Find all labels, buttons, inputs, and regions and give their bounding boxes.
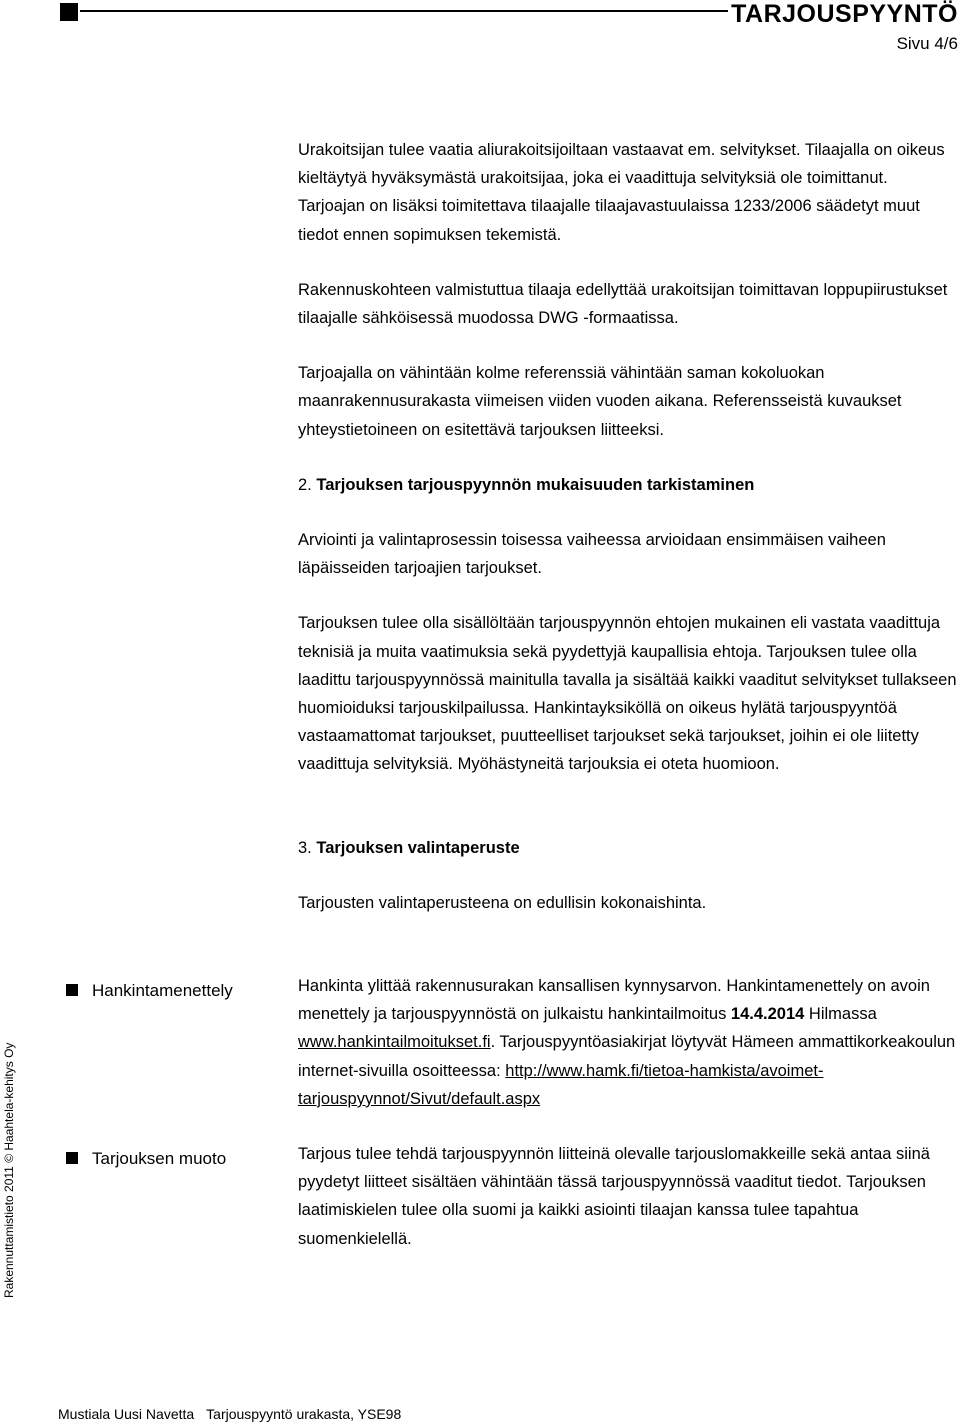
square-bullet-icon: [66, 984, 78, 996]
procedure-text-a: Hankinta ylittää rakennusurakan kansallisen kynnysarvon. Hankintamenettely on avoin menettely ja tarjouspyynnöstä on julkaistu hankintailmoitus: [298, 977, 930, 1024]
header-square-bullet: [60, 3, 78, 21]
section-title: Tarjouksen valintaperuste: [316, 838, 520, 857]
paragraph-evaluation: Arviointi ja valintaprosessin toisessa vaiheessa arvioidaan ensimmäisen vaiheen läpäisseiden tarjoajien tarjoukset.: [298, 531, 886, 578]
document-title: TARJOUSPYYNTÖ: [731, 0, 958, 28]
side-label-procurement: [66, 981, 233, 1001]
side-label-text: Tarjouksen muoto: [92, 1149, 227, 1168]
section-number: 2.: [298, 475, 312, 494]
section-heading-2: [298, 471, 958, 499]
square-bullet-icon: [66, 1152, 78, 1164]
hilma-link[interactable]: www.hankintailmoitukset.fi: [298, 1033, 491, 1052]
hamk-link[interactable]: http://www.hamk.fi/tietoa-hamkista/avoimet-tarjouspyynnot/Sivut/default.aspx: [298, 1061, 824, 1108]
section-number: 3.: [298, 838, 312, 857]
announcement-date: 14.4.2014: [730, 1005, 805, 1024]
paragraph-procurement-procedure: [298, 972, 958, 1113]
paragraph-offer-format: Tarjous tulee tehdä tarjouspyynnön liitteinä olevalle tarjouslomakkeille sekä antaa siinä pyydetyt liitteet sisältäen vähintään tässä tarjouspyynnössä vaaditut tiedot. Tarjouksen laatimiskielen tulee olla suomi ja kaikki asiointi tilaajan kanssa tulee tapahtua suomenkielellä.: [298, 1145, 930, 1248]
paragraph-references: Tarjoajalla on vähintään kolme referenssiä vähintään saman kokoluokan maanrakennusurakasta viimeisen viiden vuoden aikana. Referensseistä kuvaukset yhteystietoineen on esitettävä tarjouksen liitteeksi.: [298, 364, 902, 439]
footer: [58, 1406, 401, 1422]
paragraph-selection-criteria: Tarjousten valintaperusteena on edullisin kokonaishinta.: [298, 893, 707, 912]
header-rule: [80, 10, 728, 12]
vertical-copyright-note: Rakennuttamistieto 2011 © Haahtela-kehitys Oy: [2, 1042, 16, 1298]
side-label-offer-format: [66, 1149, 226, 1169]
procedure-text-c: . Tarjouspyyntöasiakirjat löytyvät Hämeen ammattikorkeakoulun internet-sivuilla osoitteessa:: [298, 1033, 956, 1080]
section-title: Tarjouksen tarjouspyynnön mukaisuuden tarkistaminen: [316, 475, 755, 494]
side-label-text: Hankintamenettely: [92, 981, 233, 1000]
paragraph-final-drawings: Rakennuskohteen valmistuttua tilaaja edellyttää urakoitsijan toimittavan loppupiirustukset tilaajalle sähköisessä muodossa DWG -formaatissa.: [298, 280, 948, 328]
section-heading-3: [298, 834, 958, 862]
main-content: [298, 136, 958, 1280]
paragraph-offer-requirements: Tarjouksen tulee olla sisällöltään tarjouspyynnön ehtojen mukainen eli vastata vaadittuja teknisiä ja muita vaatimuksia sekä pyydettyjä kaupallisia ehtoja. Tarjouksen tulee olla laadittu tarjouspyynnössä mainitulla tavalla ja sisältää kaikki vaaditut selvitykset tullakseen huomioiduksi tarjouskilpailussa. Hankintayksiköllä on oikeus hylätä tarjouspyyntöä vastaamattomat tarjoukset, puutteelliset tarjoukset sekä tarjoukset, joihin ei ole liitetty vaadittuja selvityksiä. Myöhästyneitä tarjouksia ei oteta huomioon.: [298, 614, 957, 774]
paragraph-subcontractors: Urakoitsijan tulee vaatia aliurakoitsijoiltaan vastaavat em. selvitykset. Tilaajalla on oikeus kieltäytyä hyväksymästä urakoitsijaa, joka ei vaadittuja selvityksiä ole toimittanut. Tarjoajan on lisäksi toimitettava tilaajalle tilaajavastuulaissa 1233/2006 säädetyt muut tiedot ennen sopimuksen tekemistä.: [298, 141, 945, 244]
page-number: Sivu 4/6: [896, 34, 958, 53]
procedure-text-b: Hilmassa: [804, 1005, 877, 1024]
footer-document: Tarjouspyyntö urakasta, YSE98: [206, 1406, 402, 1422]
footer-project: Mustiala Uusi Navetta: [58, 1406, 195, 1422]
